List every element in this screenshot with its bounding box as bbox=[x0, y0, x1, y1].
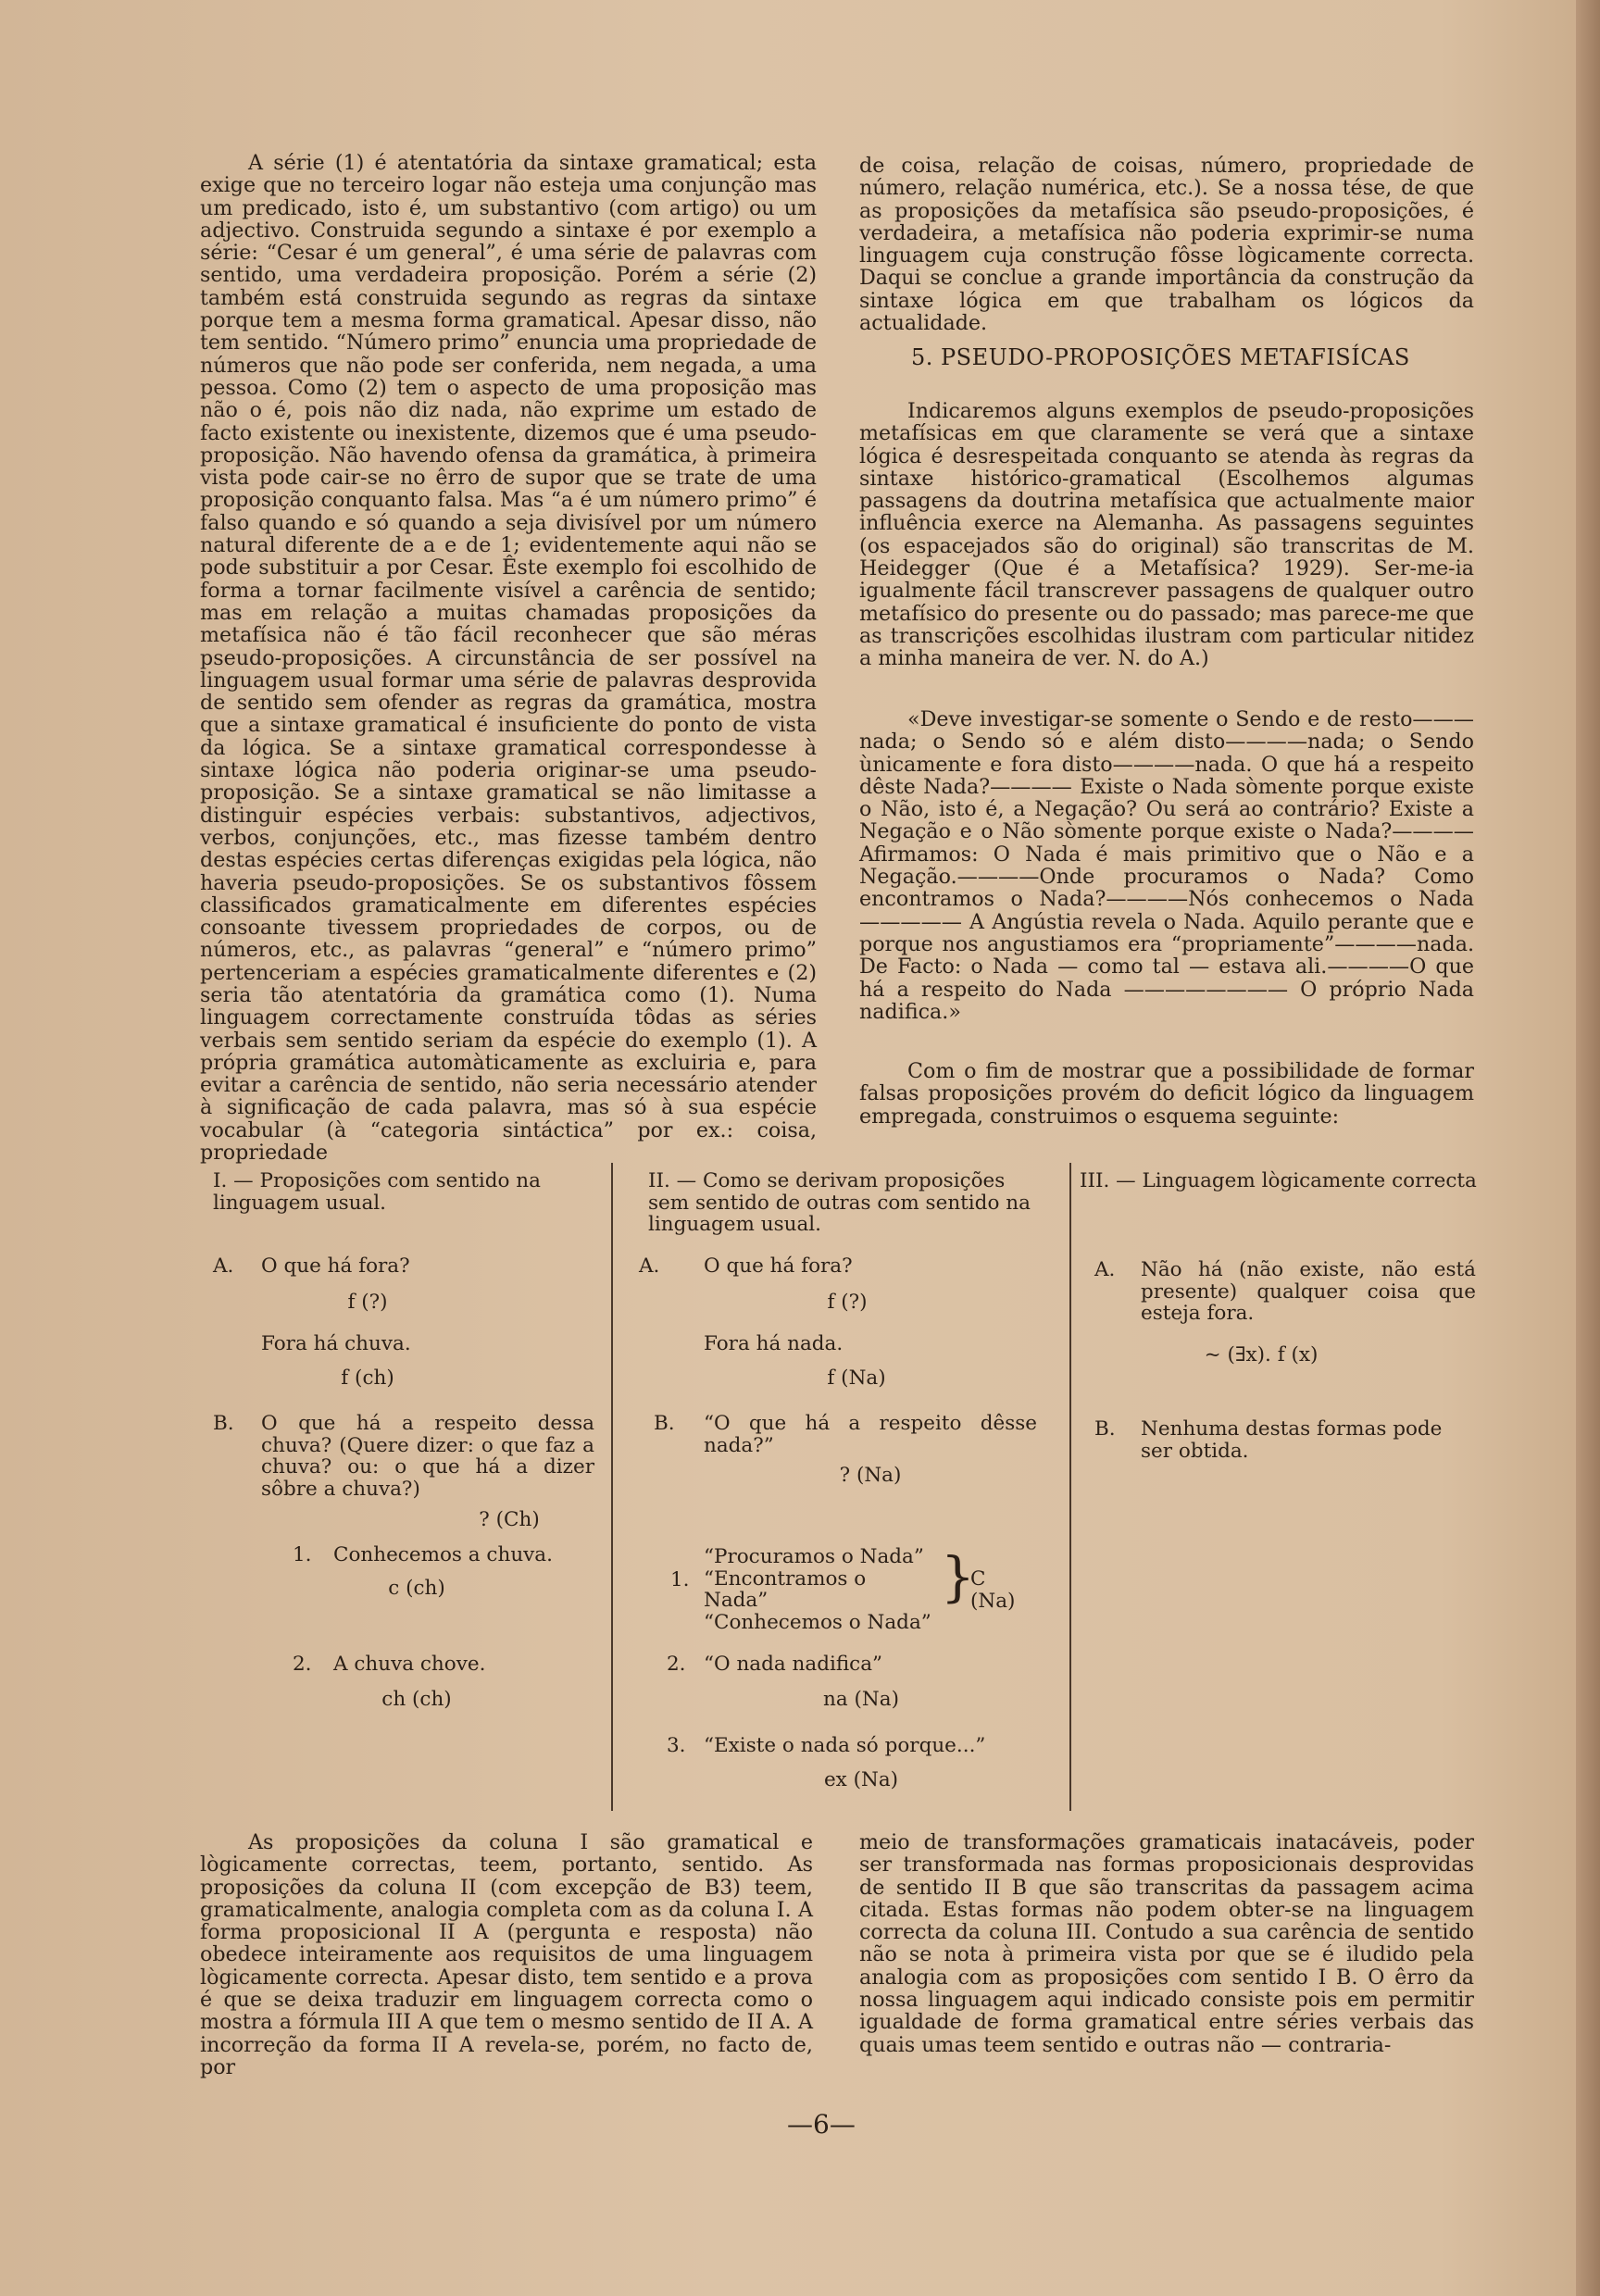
formula: ~ (∃x). f (x) bbox=[1204, 1343, 1319, 1366]
question-text: O que há fora? bbox=[704, 1254, 853, 1278]
question-text: O que há fora? bbox=[261, 1254, 410, 1278]
row-label: B. bbox=[654, 1412, 675, 1435]
statement-text: A chuva chove. bbox=[333, 1653, 486, 1676]
formula: c (ch) bbox=[388, 1577, 445, 1600]
row-label: 2. bbox=[293, 1653, 312, 1676]
formula: na (Na) bbox=[823, 1688, 899, 1711]
paragraph: meio de transformações gramaticais inatacáveis, poder ser transformada nas formas proposicionais desprovidas de sentido II B que são transcritas da passagem acima citada. Estas formas não podem obter-se na linguagem correcta da coluna III. Contudo a sua carência de sentido não se nota à primeira vista por que se é iludido pela analogia com as proposições com sentido I B. O êrro da nossa linguagem aqui indicado consiste pois em permitir igualdade de forma gramatical entre séries verbais das quais umas teem sentido e outras não — contraria- bbox=[859, 1830, 1474, 2057]
section-intro-text bbox=[859, 400, 1474, 670]
question-text: O que há a respeito dessa chuva? (Quere dizer: o que faz a chuva? ou: o que há a dizer sôbre a chuva?) bbox=[261, 1412, 594, 1501]
question-text: “O que há a respeito dêsse nada?” bbox=[704, 1412, 1037, 1457]
bottom-right-text bbox=[859, 1831, 1474, 2056]
row-label: A. bbox=[639, 1254, 660, 1278]
answer-text: Fora há chuva. bbox=[261, 1332, 411, 1355]
row-label: 1. bbox=[670, 1568, 690, 1591]
formula: C (Na) bbox=[970, 1567, 1016, 1613]
quote-paragraph: «Deve investigar-se somente o Sendo e de resto——— nada; o Sendo só e além disto————nada; o Sendo ùnicamente e fora disto————nada. O que há a respeito dêste Nada?———— Existe o Nada sòmente porque existe o Não, isto é, a Negação? Ou será ao contrário? Existe a Negação e o Não sòmente porque existe o Nada?————Afirmamos: O Nada é mais primitivo que o Não e a Negação.————Onde procuramos o Nada? Como encontramos o Nada?————Nós conhecemos o Nada ————— A Angústia revela o Nada. Aquilo perante que e porque nos angustiamos era “propriamente”————nada. De Facto: o Nada — como tal — estava ali.————O que há a respeito do Nada ———————— O próprio Nada nadifica.» bbox=[859, 707, 1474, 1024]
formula: f (Na) bbox=[827, 1366, 886, 1390]
left-column-text bbox=[200, 152, 817, 1164]
paragraph: Indicaremos alguns exemplos de pseudo-proposições metafísicas em que claramente se verá que a sintaxe lógica é desrespeitada conquanto se atenda às regras da sintaxe histórico-gramatical (Escolhemos algumas passagens da doutrina metafísica que actualmente maior influência exerce na Alemanha. As passagens seguintes (os espacejados são do original) são transcritas de M. Heidegger (Que é a Metafísica? 1929). Ser-me-ia igualmente fácil transcrever passagens de qualquer outro metafísico do presente ou do passado; mas parece-me que as transcrições escolhidas ilustram com particular nitidez a minha maneira de ver. N. do A.) bbox=[859, 399, 1474, 671]
bottom-left-text bbox=[200, 1831, 813, 2078]
statement-line: “Encontramos o Nada” bbox=[704, 1566, 867, 1612]
right-brace: } bbox=[941, 1545, 975, 1608]
row-label: 3. bbox=[667, 1734, 686, 1757]
row-label: 2. bbox=[667, 1653, 686, 1676]
row-label: B. bbox=[1094, 1417, 1116, 1441]
paragraph: As proposições da coluna I são gramatical e lògicamente correctas, teem, portanto, sentido. As proposições da coluna II (com excepção de B3) teem, gramaticalmente, analogia completa com as da coluna I. A forma proposicional II A (pergunta e resposta) não obedece inteiramente aos requisitos de uma linguagem lògicamente correcta. Apesar disto, tem sentido e a prova é que se deixa traduzir em linguagem correcta como o mostra a fórmula III A que tem o mesmo sentido de II A. A incorreção da forma II A revela-se, porém, no facto de, por bbox=[200, 1830, 813, 2079]
paragraph: de coisa, relação de coisas, número, propriedade de número, relação numérica, etc.). Se a nossa tése, de que as proposições da metafísica são pseudo-proposições, é verdadeira, a metafísica não poderia exprimir-se numa linguagem cuja construção fôsse lògicamente correcta. Daqui se conclue a grande importância da construção da sintaxe lógica em que trabalham os lógicos da actualidade. bbox=[859, 154, 1474, 336]
statement-text: Nenhuma destas formas pode ser obtida. bbox=[1141, 1417, 1443, 1463]
heidegger-quote bbox=[859, 708, 1474, 1023]
row-label: A. bbox=[1094, 1258, 1116, 1281]
answer-text: Fora há nada. bbox=[704, 1332, 844, 1355]
quoted-statements bbox=[704, 1546, 935, 1633]
row-label: A. bbox=[213, 1254, 234, 1278]
statement-line: “Procuramos o Nada” bbox=[704, 1545, 924, 1568]
formula: ch (ch) bbox=[381, 1688, 452, 1711]
formula: ? (Na) bbox=[839, 1464, 902, 1487]
paragraph: Com o fim de mostrar que a possibilidade de formar falsas proposições provém do deficit lógico da linguagem empregada, construimos o esquema seguinte: bbox=[859, 1059, 1474, 1129]
formula: f (?) bbox=[347, 1291, 388, 1314]
statement-text: “Existe o nada só porque...” bbox=[704, 1734, 986, 1757]
statement-line: “Conhecemos o Nada” bbox=[704, 1610, 931, 1634]
column-header: I. — Proposições com sentido na linguagem usual. bbox=[213, 1169, 541, 1215]
formula: ex (Na) bbox=[823, 1768, 899, 1791]
section-heading: 5. PSEUDO-PROPOSIÇÕES METAFISÍCAS bbox=[911, 344, 1410, 370]
statement-text: “O nada nadifica” bbox=[704, 1653, 883, 1676]
formula: f (ch) bbox=[341, 1366, 394, 1390]
right-column-text bbox=[859, 155, 1474, 334]
column-header: III. — Linguagem lògicamente correcta bbox=[1080, 1169, 1477, 1192]
statement-text: Conhecemos a chuva. bbox=[333, 1543, 553, 1566]
formula: ? (Ch) bbox=[479, 1508, 540, 1531]
page-number: —6— bbox=[787, 2109, 856, 2140]
column-divider bbox=[1069, 1163, 1071, 1811]
page-fold-shadow bbox=[1576, 0, 1600, 2296]
column-divider bbox=[611, 1163, 613, 1811]
row-label: 1. bbox=[293, 1543, 312, 1566]
schema-intro-text bbox=[859, 1060, 1474, 1128]
column-header: II. — Como se derivam proposições sem sentido de outras com sentido na linguagem usual. bbox=[648, 1169, 1031, 1236]
paragraph: A série (1) é atentatória da sintaxe gramatical; esta exige que no terceiro logar não esteja uma conjunção mas um predicado, isto é, um substantivo (com artigo) ou um adjectivo. Construida segundo a sintaxe é por exemplo a série: “Cesar é um general”, é uma série de palavras com sentido, uma verdadeira proposição. Porém a série (2) também está construida segundo as regras da sintaxe porque tem a mesma forma gramatical. Apesar disso, não tem sentido. “Número primo” enuncia uma propriedade de números que não pode ser conferida, nem negada, a uma pessoa. Como (2) tem o aspecto de uma proposição mas não o é, pois não diz nada, não exprime um estado de facto existente ou inexistente, dizemos que é uma pseudo-proposição. Não havendo ofensa da gramática, à primeira vista pode cair-se no êrro de supor que se trate de uma proposição conquanto falsa. Mas “a é um número primo” é falso quando e só quando a seja divisível por um número natural diferente de a e de 1; evidentemente aqui não se pode substituir a por Cesar. Êste exemplo foi escolhido de forma a tornar facilmente visível a carência de sentido; mas em relação a muitas chamadas proposições da metafísica não é tão fácil reconhecer que são méras pseudo-proposições. A circunstância de ser possível na linguagem usual formar uma série de palavras desprovida de sentido sem ofender as regras da gramática, mostra que a sintaxe gramatical é insuficiente do ponto de vista da lógica. Se a sintaxe gramatical correspondesse à sintaxe lógica não poderia originar-se uma pseudo-proposição. Se a sintaxe gramatical se não limitasse a distinguir espécies verbais: substantivos, adjectivos, verbos, conjunções, etc., mas fizesse também dentro destas espécies certas diferenças exigidas pela lógica, não haveria pseudo-proposições. Se os substantivos fôssem classificados gramaticalmente em diferentes espécies consoante tivessem propriedades de corpos, ou de números, etc., as palavras “general” e “número primo” pertenceriam a espécies gramaticalmente diferentes e (2) seria tão atentatória da gramática como (1). Numa linguagem correctamente construída tôdas as séries verbais sem sentido seriam da espécie do exemplo (1). A própria gramática automàticamente as excluiria e, para evitar a carência de sentido, não seria necessário atender à significação de cada palavra, mas só à sua espécie vocabular (à “categoria sintáctica” por ex.: coisa, propriedade bbox=[200, 151, 817, 1166]
row-label: B. bbox=[213, 1412, 234, 1435]
statement-text: Não há (não existe, não está presente) qualquer coisa que esteja fora. bbox=[1141, 1258, 1476, 1325]
formula: f (?) bbox=[827, 1291, 868, 1314]
